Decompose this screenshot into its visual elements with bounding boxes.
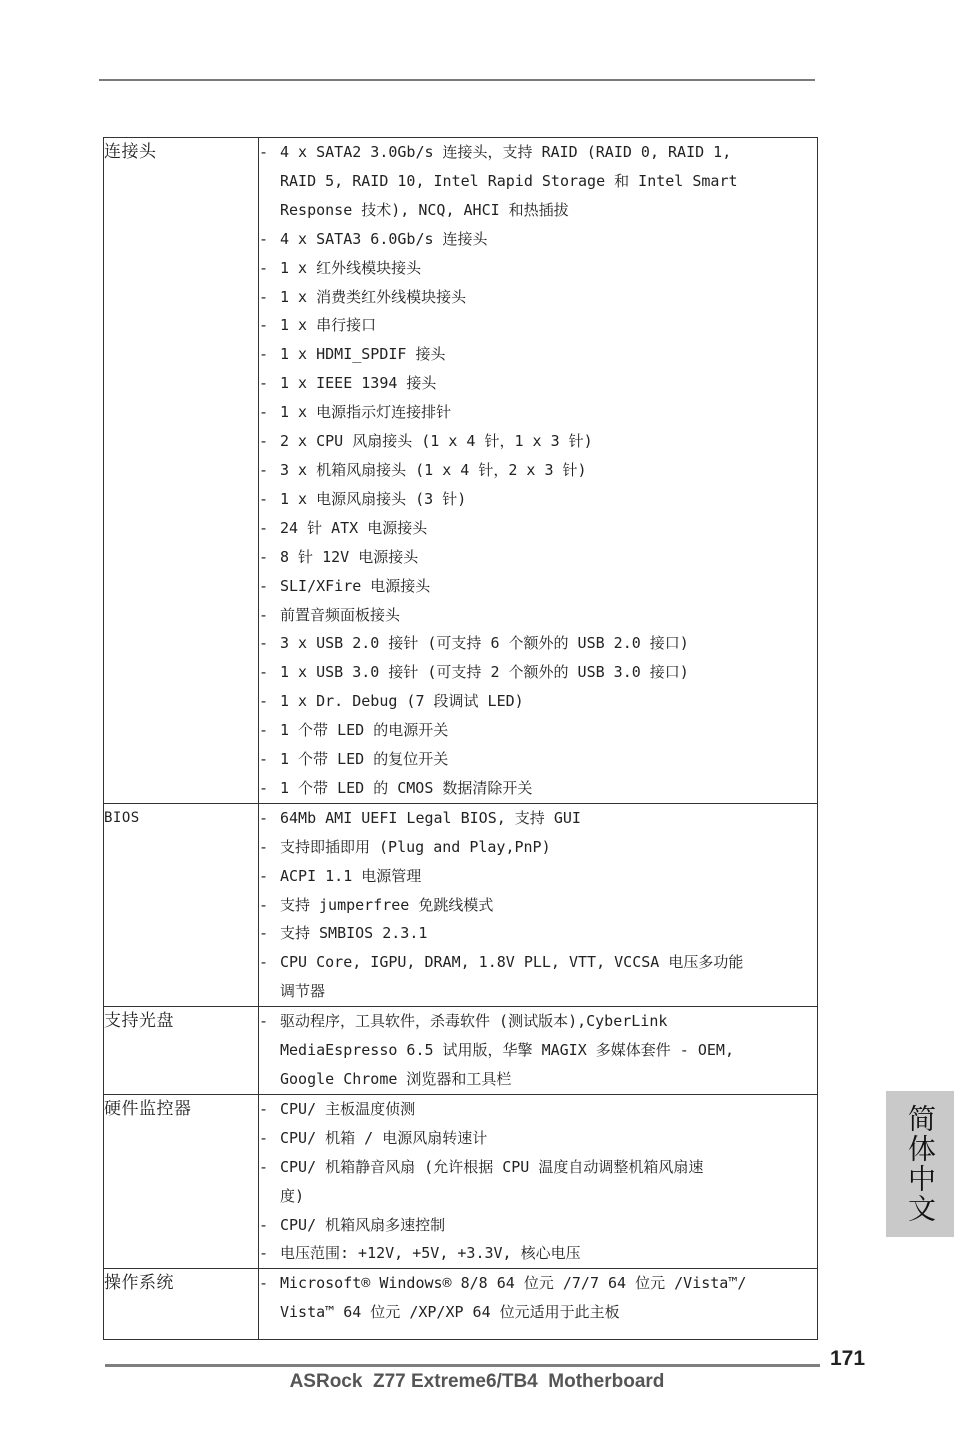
list-item: - 支持 jumperfree 免跳线模式 <box>259 895 494 914</box>
page-number: 171 <box>830 1347 866 1370</box>
list-item: - 1 x 消费类红外线模块接头 <box>259 287 467 306</box>
list-item-continuation: RAID 5, RAID 10, Intel Rapid Storage 和 Intel Smart <box>280 171 738 190</box>
list-item: - 驱动程序，工具软件，杀毒软件 (测试版本),CyberLink <box>259 1012 668 1031</box>
list-item: - CPU/ 机箱风扇多速控制 <box>259 1215 446 1234</box>
bottom-rule <box>105 1364 820 1367</box>
list-item: - 4 x SATA3 6.0Gb/s 连接头 <box>259 229 488 248</box>
table-row <box>104 803 818 1006</box>
list-item-continuation: Response 技术), NCQ, AHCI 和热插拔 <box>280 200 569 219</box>
list-item: - 1 x USB 3.0 接针 (可支持 2 个额外的 USB 3.0 接口) <box>259 663 689 682</box>
list-item-continuation: 度) <box>280 1186 305 1205</box>
row-label: BIOS <box>104 803 259 1006</box>
list-item: - 1 x 电源风扇接头 (3 针) <box>259 489 467 508</box>
list-item: - 1 x IEEE 1394 接头 <box>259 374 437 393</box>
row-content <box>259 1007 818 1095</box>
list-item: - 前置音频面板接头 <box>259 605 401 624</box>
list-item: - 3 x 机箱风扇接头 (1 x 4 针，2 x 3 针) <box>259 460 587 479</box>
language-tab-label: 简体中文 <box>904 1104 937 1224</box>
list-item: - 1 x Dr. Debug (7 段调试 LED) <box>259 692 524 711</box>
list-item-continuation: Google Chrome 浏览器和工具栏 <box>280 1070 512 1088</box>
list-item: - 电压范围: +12V, +5V, +3.3V, 核心电压 <box>259 1244 581 1263</box>
row-label: 连接头 <box>104 138 259 804</box>
list-item: - CPU/ 机箱静音风扇 (允许根据 CPU 温度自动调整机箱风扇速 <box>259 1157 704 1176</box>
list-item: - 1 x 串行接口 <box>259 316 377 335</box>
table-row <box>104 138 818 804</box>
list-item: - 1 个带 LED 的复位开关 <box>259 750 449 769</box>
row-content <box>259 803 818 1006</box>
list-item: - CPU/ 主板温度侦测 <box>259 1099 416 1118</box>
list-item: - 2 x CPU 风扇接头 (1 x 4 针，1 x 3 针) <box>259 432 593 451</box>
list-item-continuation: 调节器 <box>280 982 326 1001</box>
list-item: - ACPI 1.1 电源管理 <box>259 866 422 885</box>
list-item: - 1 x 红外线模块接头 <box>259 258 422 277</box>
footer-title: ASRock Z77 Extreme6/TB4 Motherboard <box>289 1371 665 1392</box>
list-item: - 3 x USB 2.0 接针 (可支持 6 个额外的 USB 2.0 接口) <box>259 634 689 653</box>
table-row <box>104 1269 818 1340</box>
list-item: - 8 针 12V 电源接头 <box>259 547 419 566</box>
list-item: - 64Mb AMI UEFI Legal BIOS, 支持 GUI <box>259 808 581 827</box>
row-content <box>259 1269 818 1340</box>
row-label: 硬件监控器 <box>104 1094 259 1268</box>
list-item-continuation: Vista™ 64 位元 /XP/XP 64 位元适用于此主板 <box>280 1303 620 1322</box>
table-row <box>104 1094 818 1268</box>
row-content <box>259 1094 818 1268</box>
list-item: - CPU/ 机箱 / 电源风扇转速计 <box>259 1128 488 1147</box>
list-item: - 4 x SATA2 3.0Gb/s 连接头，支持 RAID (RAID 0, RAID 1, <box>259 143 732 161</box>
list-item: - 1 个带 LED 的电源开关 <box>259 721 449 740</box>
list-item: - 1 x HDMI_SPDIF 接头 <box>259 345 446 364</box>
row-label: 支持光盘 <box>104 1007 259 1095</box>
list-item: - SLI/XFire 电源接头 <box>259 576 431 595</box>
row-content <box>259 138 818 804</box>
row-label: 操作系统 <box>104 1269 259 1340</box>
list-item: - 支持即插即用 (Plug and Play,PnP) <box>259 837 551 856</box>
list-item: - 24 针 ATX 电源接头 <box>259 518 428 537</box>
list-item: - Microsoft® Windows® 8/8 64 位元 /7/7 64 位元 /Vista™/ <box>259 1274 747 1293</box>
list-item-continuation: MediaEspresso 6.5 试用版，华擎 MAGIX 多媒体套件 - OEM, <box>280 1041 734 1060</box>
top-rule <box>99 79 815 81</box>
language-tab <box>886 1091 954 1237</box>
list-item: - 1 个带 LED 的 CMOS 数据清除开关 <box>259 778 533 797</box>
list-item: - 1 x 电源指示灯连接排针 <box>259 403 452 422</box>
list-item: - CPU Core, IGPU, DRAM, 1.8V PLL, VTT, VCCSA 电压多功能 <box>259 953 744 972</box>
table-row <box>104 1007 818 1095</box>
spec-table <box>103 137 818 1340</box>
list-item: - 支持 SMBIOS 2.3.1 <box>259 924 428 943</box>
